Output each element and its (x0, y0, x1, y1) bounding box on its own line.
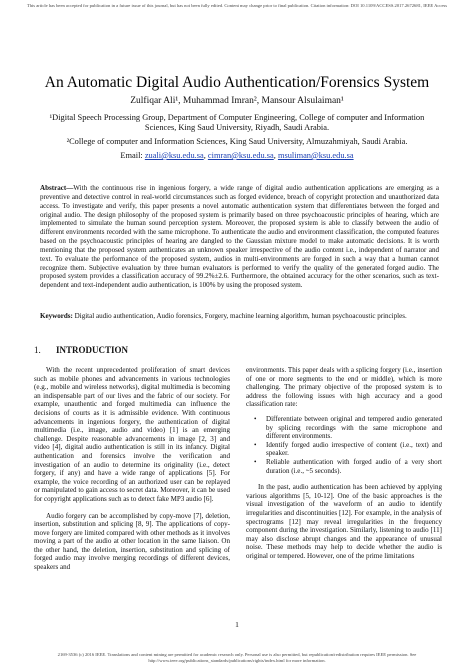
email-separator: , (273, 151, 276, 160)
list-item-text: Reliable authentication with forged audio of a very short duration (i.e., ~5 seconds). (266, 457, 442, 475)
section-heading (34, 345, 128, 356)
list-item (246, 415, 442, 441)
email-link-2[interactable]: cimran@ksu.edu.sa (207, 151, 274, 160)
email-link-1[interactable]: zuali@ksu.edu.sa (144, 151, 204, 160)
bullet-icon: • (254, 457, 257, 466)
paragraph: With the recent unprecedented proliferation of smart devices such as mobile phones and advancements in various technologies (e.g., mobile and wireless networks), digital multimedia is becoming an indispensable part of our lives and the fabric of our society. For example, unauthentic and forged multimedia can influence the decisions of courts as it is admissible evidence. With continuous advancements in ingenious forgery, the authentication of digital multimedia (i.e., image, audio and video) [1] is an emerging challenge. Despite reasonable advancements in image [2, 3] and video [4], digital audio authentication is still in its infancy. Digital authentication and forensics involve the verification and investigation of an audio to determine its originality (i.e., detect forgery, if any) and have a wide range of applications [5]. For example, the voice recording of an authorized user can be replayed or manipulated to gain access to secret data. Moreover, it can be used for copyright applications such as to detect fake MP3 audio [6]. (34, 366, 230, 503)
keywords (40, 312, 439, 321)
author-list: Zulfiqar Ali¹, Muhammad Imran², Mansour Alsulaiman¹ (130, 96, 344, 106)
footer-note: 2169-3536 (c) 2016 IEEE. Translations and content mining are permitted for academic research only. Personal use is also permitted, but republication/redistribution requires IEEE permission. See http://www.ieee.org/publications_standards/publications/rights/index.html for more information. (57, 652, 417, 663)
abstract-text: With the continuous rise in ingenious forgery, a wide range of digital audio authentication applications are emerging as a preventive and detective control in real-world circumstances such as forged evidence, breach of copyright protection and unauthorized data access. To investigate and verify, this paper presents a novel automatic authentication system that differentiates between the forged and original audio. The design philosophy of the proposed system is primarily based on three psychoacoustic principles of hearing, which are implemented to simulate the human sound perception system. Moreover, the proposed system is able to classify between the audio of different environments recorded with the same microphone. To authenticate the audio and environment classification, the computed features based on the psychoacoustic principles of hearing are dangled to the Gaussian mixture model to make automatic decisions. It is worth mentioning that the proposed system authenticates an unknown speaker irrespective of the audio content i.e., independent of narrator and text. To evaluate the performance of the proposed system, audios in multi-environments are forged in such a way that a human cannot recognize them. Subjective evaluation by three human evaluators is performed to verify the quality of the generated forged audio. The proposed system provides a classification accuracy of 99.2%±2.6. Furthermore, the obtained accuracy for the other scenarios, such as text-dependent and text-independent audio authentication, is 100% by using the proposed system. (40, 184, 439, 290)
affiliation-1: ¹Digital Speech Processing Group, Department of Computer Engineering, College of computer and Information Sciences, King Saud University, Riyadh, Saudi Arabia. (49, 113, 425, 133)
email-line (0, 151, 474, 161)
header-note: This article has been accepted for publication in a future issue of this journal, but has not been fully edited. Content may change prior to final publication. Citation information: DOI 10.1109/ACCESS.2017.2672681, IEEE Access (26, 3, 448, 8)
list-item (246, 458, 442, 475)
list-item (246, 441, 442, 458)
list-item-text: Identify forged audio irrespective of content (i.e., text) and speaker. (266, 440, 442, 458)
keywords-text: Digital audio authentication, Audio forensics, Forgery, machine learning algorithm, human psychoacoustic principles. (74, 312, 407, 320)
list-item-text: Differentiate between original and tempered audio generated by splicing recordings with the same microphone and different environments. (266, 414, 442, 441)
email-label: Email: (120, 151, 143, 160)
paper-title: An Automatic Digital Audio Authentication/Forensics System (44, 74, 430, 91)
paragraph: Audio forgery can be accomplished by copy-move [7], deletion, insertion, substitution and splicing [8, 9]. The applications of copy-move forgery are limited compared with other methods as it involves moving a part of the audio at other location in the same liaison. On the other hand, the deletion, insertion, substitution and splicing of forged audio may involve merging recordings of different devices, speakers and (34, 511, 230, 572)
abstract-label: Abstract— (40, 184, 74, 192)
paragraph: In the past, audio authentication has been achieved by applying various algorithms [5, 10-12]. One of the basic approaches is the visual investigation of the waveform of an audio to identify irregularities and discontinuities [12]. For example, in the analysis of spectrograms [12] may reveal irregularities in the frequency component during the investigation. Similarly, listening to audio [11] may also disclose abrupt changes and the appearance of unusual noise. These methods may help to decide whether the audio is original or tempered. However, one of the prime limitations (246, 483, 442, 560)
bullet-icon: • (254, 440, 257, 449)
right-column (246, 366, 442, 560)
section-title: INTRODUCTION (56, 345, 129, 355)
email-link-3[interactable]: msuliman@ksu.edu.sa (277, 151, 354, 160)
keywords-label: Keywords: (40, 312, 73, 320)
affiliation-2: ²College of computer and Information Sciences, King Saud University, Almuzahmiyah, Saudi Arabia. (66, 137, 408, 146)
abstract (40, 184, 439, 290)
bullet-icon: • (254, 414, 257, 423)
section-number: 1. (34, 345, 41, 355)
email-separator: , (203, 151, 206, 160)
paragraph: environments. This paper deals with a splicing forgery (i.e., insertion of one or more segments to the end or middle), which is more challenging. The primary objective of the proposed system is to address the following issues with high accuracy and a good classification rate: (246, 366, 442, 409)
page-number: 1 (235, 620, 239, 629)
objective-list (246, 415, 442, 475)
left-column (34, 366, 230, 572)
